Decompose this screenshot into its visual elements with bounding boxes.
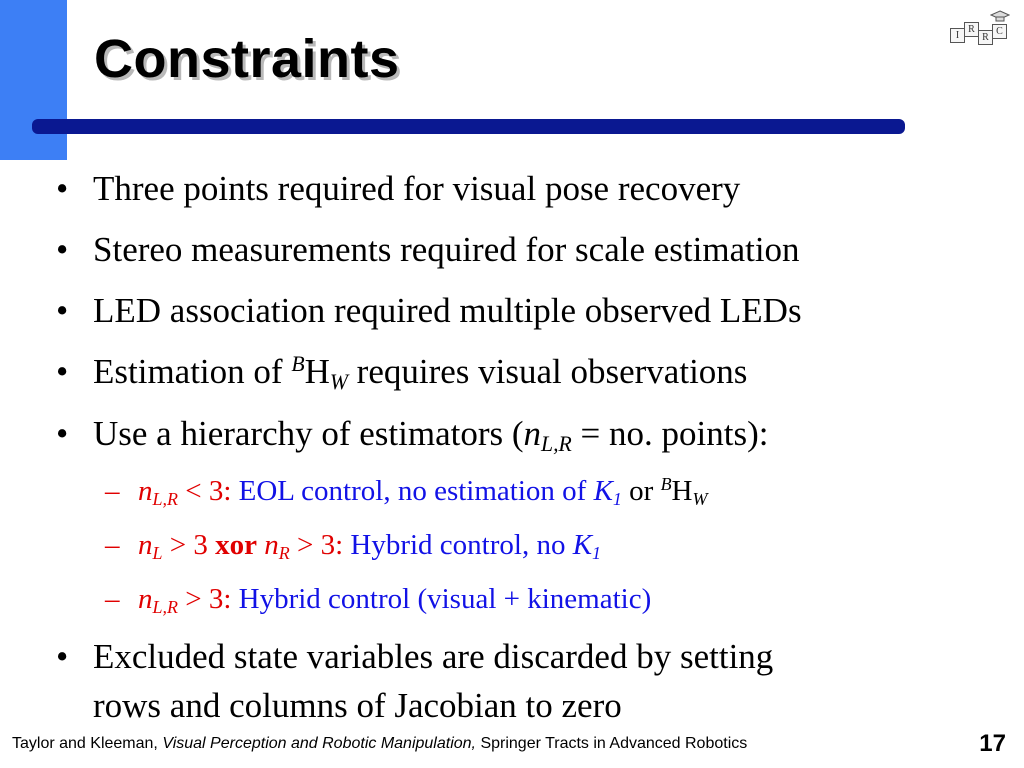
bullet-item: • Use a hierarchy of estimators ($n_{L,R}$ = no. points): [93,414,768,454]
bullet-item: • Three points required for visual pose recovery [93,169,740,209]
logo-letter-r2: R [978,30,993,45]
sub-bullet-item: – $n_L > 3$ xor $n_R > 3$: Hybrid control, no $K_1$ [105,529,602,564]
graduation-cap-icon [990,10,1010,24]
title-underline-bar [32,119,905,134]
irrc-logo [946,10,1010,50]
title-accent-band [0,0,67,160]
bullet-continuation: rows and columns of Jacobian to zero [93,686,622,725]
footer-citation: Taylor and Kleeman, Visual Perception and Robotic Manipulation, Springer Tracts in Advanced Robotics [12,735,748,752]
bullet-item: • Estimation of $^BH_W$ requires visual observations [93,352,747,392]
sub-bullet-item: – $n_{L,R} < 3$: EOL control, no estimation of $K_1$ or $^BH_W$ [105,474,708,510]
bullet-item: • LED association required multiple observed LEDs [93,291,802,331]
logo-letter-i: I [950,28,965,43]
sub-bullet-item: – $n_{L,R} > 3$: Hybrid control (visual + kinematic) [105,583,652,618]
page-number: 17 [979,730,1006,757]
logo-letter-r1: R [964,22,979,37]
slide-title: Constraints [94,29,400,89]
bullet-item: • Excluded state variables are discarded by setting [93,637,773,677]
logo-letter-c: C [992,24,1007,39]
bullet-item: • Stereo measurements required for scale estimation [93,230,800,270]
